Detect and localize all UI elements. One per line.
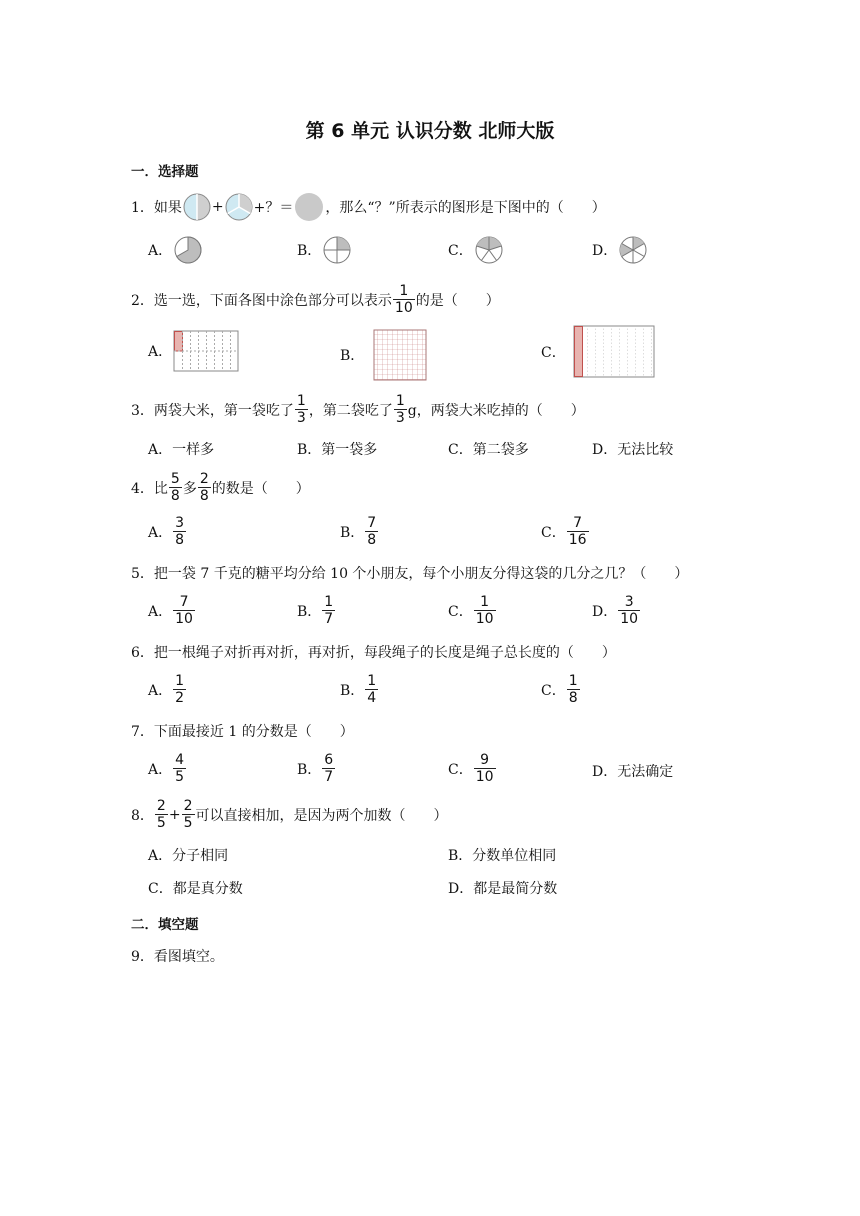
q4-option-b-denominator: 8	[367, 532, 377, 548]
q7-option-a-denominator: 5	[175, 769, 185, 785]
q2-option-c-label: C．	[541, 345, 566, 361]
q6-option-a-denominator: 2	[175, 690, 185, 706]
q4-suffix: 的数是（ ）	[211, 480, 310, 497]
q4-mid: 多	[182, 480, 197, 497]
q4-fraction-1-numerator: 5	[170, 471, 180, 487]
q3-fraction-1-numerator: 1	[296, 393, 306, 409]
q6-option-c-numerator: 1	[568, 673, 578, 689]
q1-option-d-label: D．	[592, 243, 618, 259]
q3-fraction-2-numerator: 1	[395, 393, 405, 409]
q7-option-b-label: B．	[297, 761, 322, 778]
q8-option-c[interactable]: C．都是真分数	[148, 881, 243, 897]
q7-option-c[interactable]	[448, 752, 497, 785]
q1-option-c[interactable]	[448, 235, 505, 265]
q4-option-a-label: A．	[148, 524, 173, 541]
q2-fraction	[393, 283, 415, 316]
q4-option-c-label: C．	[541, 524, 566, 541]
circle-option-b-icon	[321, 235, 353, 265]
q6-option-c-label: C．	[541, 682, 566, 699]
q5-option-d-numerator: 3	[624, 594, 634, 610]
q3-fraction-1	[295, 393, 308, 426]
q8-fraction-2	[182, 798, 195, 831]
q1-option-b[interactable]	[297, 235, 353, 265]
q6-option-b-label: B．	[340, 682, 365, 699]
q5-option-a-denominator: 10	[175, 611, 193, 627]
question-5: 5．把一袋 7 千克的糖平均分给 10 个小朋友，每个小朋友分得这袋的几分之几？（ ）	[131, 566, 689, 582]
q5-option-a[interactable]	[148, 594, 196, 627]
q7-option-a-numerator: 4	[175, 752, 185, 768]
q7-option-c-fraction	[474, 752, 496, 785]
q5-option-b[interactable]	[297, 594, 336, 627]
q7-option-b-denominator: 7	[324, 769, 334, 785]
q6-option-a-fraction	[173, 673, 186, 706]
q1-prefix: 1．如果	[131, 200, 182, 216]
q7-option-c-numerator: 9	[480, 752, 490, 768]
q6-option-b-denominator: 4	[367, 690, 377, 706]
circle-option-a-icon	[172, 235, 204, 265]
section-choice-heading: 一．选择题	[131, 164, 199, 180]
q5-option-d-denominator: 10	[620, 611, 639, 627]
strip-grid-option-c-icon	[572, 325, 658, 379]
q5-option-c-numerator: 1	[480, 594, 490, 610]
q6-option-a-numerator: 1	[175, 673, 185, 689]
q5-option-b-denominator: 7	[324, 611, 334, 627]
q6-option-b[interactable]	[340, 673, 379, 706]
question-2	[131, 283, 500, 316]
q8-fraction-2-denominator: 5	[183, 815, 193, 831]
question-8	[131, 798, 448, 831]
q6-option-b-numerator: 1	[367, 673, 377, 689]
q4-prefix: 4．比	[131, 480, 168, 497]
half-shaded-circle-icon	[182, 192, 212, 222]
q8-prefix: 8．	[131, 807, 154, 824]
q5-option-b-fraction	[322, 594, 335, 627]
q4-option-c[interactable]	[541, 515, 590, 548]
q3-fraction-1-denominator: 3	[296, 410, 306, 426]
q4-option-c-numerator: 7	[573, 515, 583, 531]
q5-option-c-fraction	[474, 594, 496, 627]
q2-option-a-label: A．	[148, 344, 173, 360]
q1-option-a-label: A．	[148, 243, 173, 259]
q8-fraction-1-denominator: 5	[156, 815, 166, 831]
q5-option-c[interactable]	[448, 594, 497, 627]
q7-option-d[interactable]: D．无法确定	[592, 764, 674, 780]
q7-option-c-denominator: 10	[475, 769, 494, 785]
q5-option-a-label: A．	[148, 603, 173, 620]
q7-option-c-label: C．	[448, 761, 473, 778]
full-circle-icon	[293, 192, 325, 222]
q5-option-d[interactable]	[592, 594, 641, 627]
q8-suffix: 可以直接相加，是因为两个加数（ ）	[195, 807, 448, 824]
q3-fraction-2	[394, 393, 407, 426]
page-title: 第 6 单元 认识分数 北师大版	[305, 120, 555, 142]
q7-option-a[interactable]	[148, 752, 187, 785]
q4-option-a-fraction	[173, 515, 186, 548]
q3-fraction-2-denominator: 3	[395, 410, 405, 426]
question-3	[131, 393, 585, 426]
q1-option-d[interactable]	[592, 235, 649, 265]
q2-option-b-label: B．	[340, 348, 365, 364]
q4-fraction-2-denominator: 8	[199, 488, 209, 504]
q6-option-b-fraction	[365, 673, 378, 706]
q8-option-d[interactable]: D．都是最简分数	[448, 881, 558, 897]
q1-option-b-label: B．	[297, 243, 322, 259]
q8-fraction-1	[155, 798, 168, 831]
q2-option-a[interactable]	[148, 329, 240, 373]
q3-suffix: g，两袋大米吃掉的（ ）	[407, 402, 585, 419]
q4-option-a-denominator: 8	[175, 532, 185, 548]
q6-option-a-label: A．	[148, 682, 173, 699]
q8-option-a[interactable]: A．分子相同	[148, 848, 229, 864]
question-6: 6．把一根绳子对折再对折，再对折，每段绳子的长度是绳子总长度的（ ）	[131, 645, 616, 661]
q4-option-b-fraction	[365, 515, 378, 548]
q5-option-b-label: B．	[297, 603, 322, 620]
q5-option-c-label: C．	[448, 603, 473, 620]
q1-plus: +	[211, 199, 224, 215]
q6-option-c-fraction	[567, 673, 580, 706]
q4-option-b-label: B．	[340, 524, 365, 541]
q4-option-a-numerator: 3	[175, 515, 185, 531]
q7-option-a-fraction	[173, 752, 186, 785]
q5-option-a-numerator: 7	[179, 594, 189, 610]
q5-option-d-fraction	[618, 594, 640, 627]
third-shaded-circle-icon	[224, 192, 254, 222]
q8-fraction-2-numerator: 2	[183, 798, 193, 814]
question-1	[131, 192, 606, 222]
q7-option-a-label: A．	[148, 761, 173, 778]
q4-fraction-2	[198, 471, 211, 504]
q3-mid: ，第二袋吃了	[308, 402, 393, 419]
q1-option-c-label: C．	[448, 243, 473, 259]
q7-option-b-numerator: 6	[324, 752, 334, 768]
question-7: 7．下面最接近 1 的分数是（ ）	[131, 724, 354, 740]
q2-fraction-numerator: 1	[399, 283, 409, 299]
q4-option-c-fraction	[567, 515, 589, 548]
q4-fraction-1-denominator: 8	[170, 488, 180, 504]
q3-option-b[interactable]: B．第一袋多	[297, 442, 378, 458]
q2-suffix: 的是（ ）	[415, 292, 500, 309]
q4-fraction-1	[169, 471, 182, 504]
q2-prefix: 2．选一选，下面各图中涂色部分可以表示	[131, 292, 392, 309]
hundred-grid-option-b-icon	[372, 329, 430, 381]
q2-option-c[interactable]	[541, 325, 658, 379]
q3-option-d[interactable]: D．无法比较	[592, 442, 674, 458]
question-4	[131, 471, 310, 504]
q7-option-b[interactable]	[297, 752, 336, 785]
q6-option-c-denominator: 8	[568, 690, 578, 706]
q6-option-c[interactable]	[541, 673, 581, 706]
q5-option-d-label: D．	[592, 603, 618, 620]
circle-option-c-icon	[473, 235, 505, 265]
circle-option-d-icon	[617, 235, 649, 265]
q4-option-a[interactable]	[148, 515, 187, 548]
q3-prefix: 3．两袋大米，第一袋吃了	[131, 402, 294, 419]
q4-option-b[interactable]	[340, 515, 379, 548]
q1-suffix: ，那么“？”所表示的图形是下图中的（ ）	[325, 200, 606, 216]
q5-option-a-fraction	[173, 594, 195, 627]
q2-fraction-denominator: 10	[394, 300, 413, 316]
q3-option-a[interactable]: A．一样多	[148, 442, 215, 458]
q4-option-c-denominator: 16	[568, 532, 587, 548]
q4-option-b-numerator: 7	[367, 515, 377, 531]
q2-option-b[interactable]	[340, 329, 430, 381]
q5-option-c-denominator: 10	[475, 611, 494, 627]
section-fill-heading: 二．填空题	[131, 917, 199, 933]
q6-option-a[interactable]	[148, 673, 187, 706]
q1-mid: +？＝	[253, 200, 294, 216]
grid-option-a-icon	[172, 329, 240, 373]
q8-fraction-1-numerator: 2	[156, 798, 166, 814]
q1-option-a[interactable]	[148, 235, 204, 265]
q4-fraction-2-numerator: 2	[199, 471, 209, 487]
q8-plus: +	[168, 806, 181, 823]
q5-option-b-numerator: 1	[324, 594, 334, 610]
q3-option-c[interactable]: C．第二袋多	[448, 442, 529, 458]
question-9: 9．看图填空。	[131, 949, 224, 965]
q7-option-b-fraction	[322, 752, 335, 785]
q8-option-b[interactable]: B．分数单位相同	[448, 848, 557, 864]
